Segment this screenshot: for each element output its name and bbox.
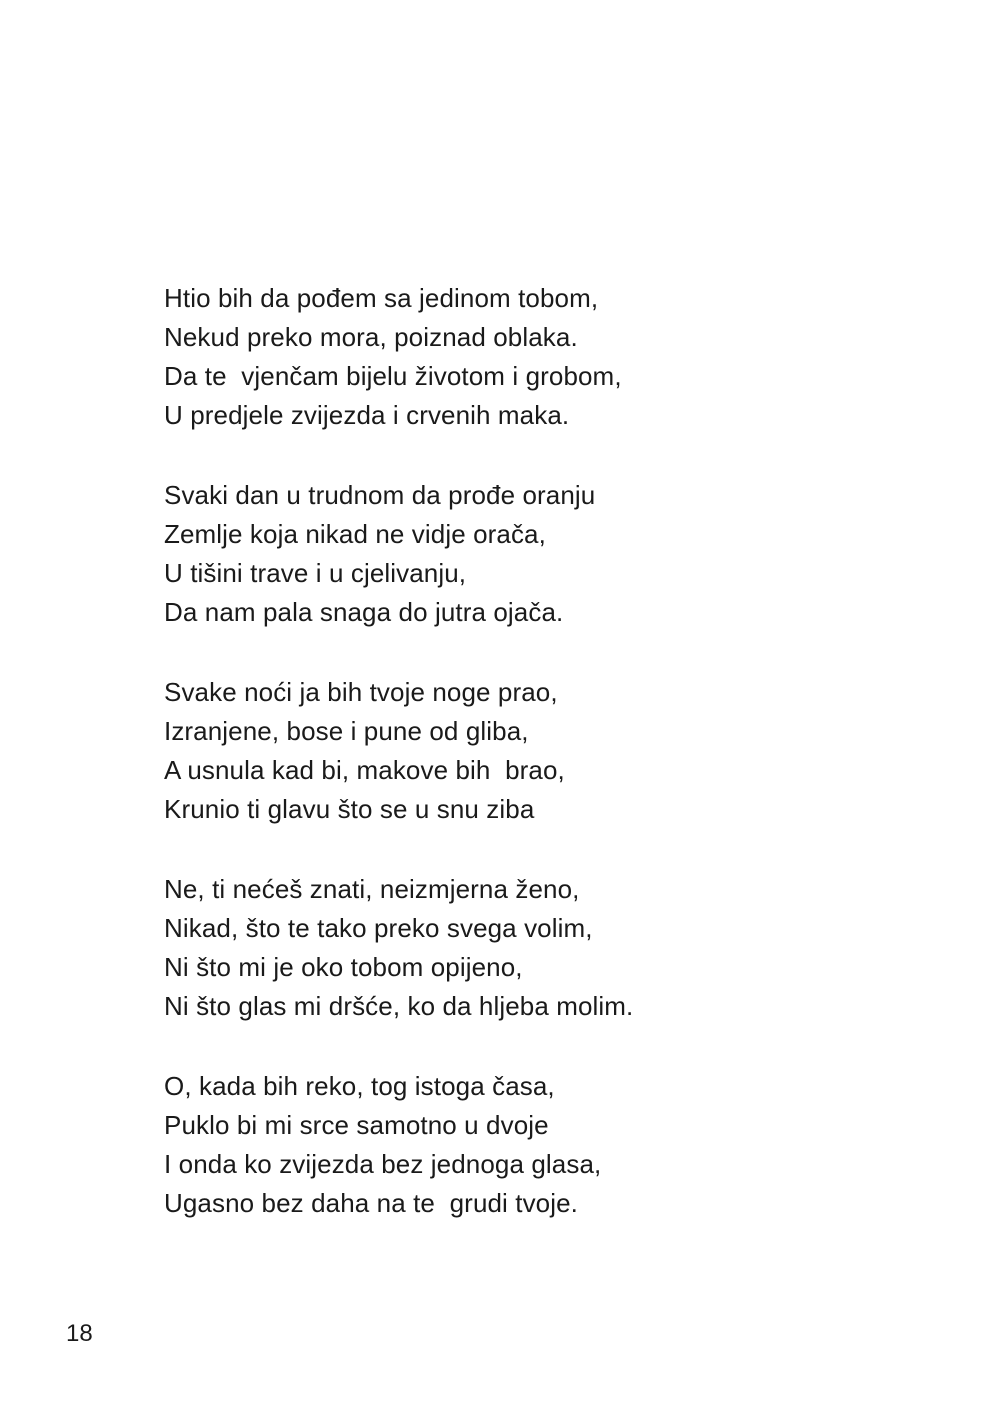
poem-line: Nekud preko mora, poiznad oblaka. bbox=[164, 322, 578, 352]
poem-line: Ne, ti nećeš znati, neizmjerna ženo, bbox=[164, 874, 580, 904]
poem-line: O, kada bih reko, tog istoga časa, bbox=[164, 1071, 555, 1101]
poem-line: Ni što mi je oko tobom opijeno, bbox=[164, 952, 523, 982]
poem-line: U tišini trave i u cjelivanju, bbox=[164, 558, 467, 588]
poem-line: Da nam pala snaga do jutra ojača. bbox=[164, 597, 564, 627]
poem-line: Svake noći ja bih tvoje noge prao, bbox=[164, 677, 558, 707]
poem-line: U predjele zvijezda i crvenih maka. bbox=[164, 400, 570, 430]
poem-line: Zemlje koja nikad ne vidje orača, bbox=[164, 519, 546, 549]
stanza-3 bbox=[164, 673, 864, 829]
poem-line: Izranjene, bose i pune od gliba, bbox=[164, 716, 529, 746]
poem-line: Puklo bi mi srce samotno u dvoje bbox=[164, 1110, 549, 1140]
poem-line: A usnula kad bi, makove bih brao, bbox=[164, 755, 565, 785]
poem-line: Da te vjenčam bijelu životom i grobom, bbox=[164, 361, 622, 391]
poem bbox=[164, 279, 864, 1264]
poem-line: Htio bih da pođem sa jedinom tobom, bbox=[164, 283, 599, 313]
poem-line: I onda ko zvijezda bez jednoga glasa, bbox=[164, 1149, 602, 1179]
poem-line: Ni što glas mi dršće, ko da hljeba molim. bbox=[164, 991, 634, 1021]
stanza-4 bbox=[164, 870, 864, 1026]
poem-line: Krunio ti glavu što se u snu ziba bbox=[164, 794, 535, 824]
poem-line: Ugasno bez daha na te grudi tvoje. bbox=[164, 1188, 579, 1218]
stanza-1 bbox=[164, 279, 864, 435]
poem-line: Svaki dan u trudnom da prođe oranju bbox=[164, 480, 596, 510]
poem-line: Nikad, što te tako preko svega volim, bbox=[164, 913, 593, 943]
page-number: 18 bbox=[66, 1320, 93, 1347]
stanza-5 bbox=[164, 1067, 864, 1223]
stanza-2 bbox=[164, 476, 864, 632]
